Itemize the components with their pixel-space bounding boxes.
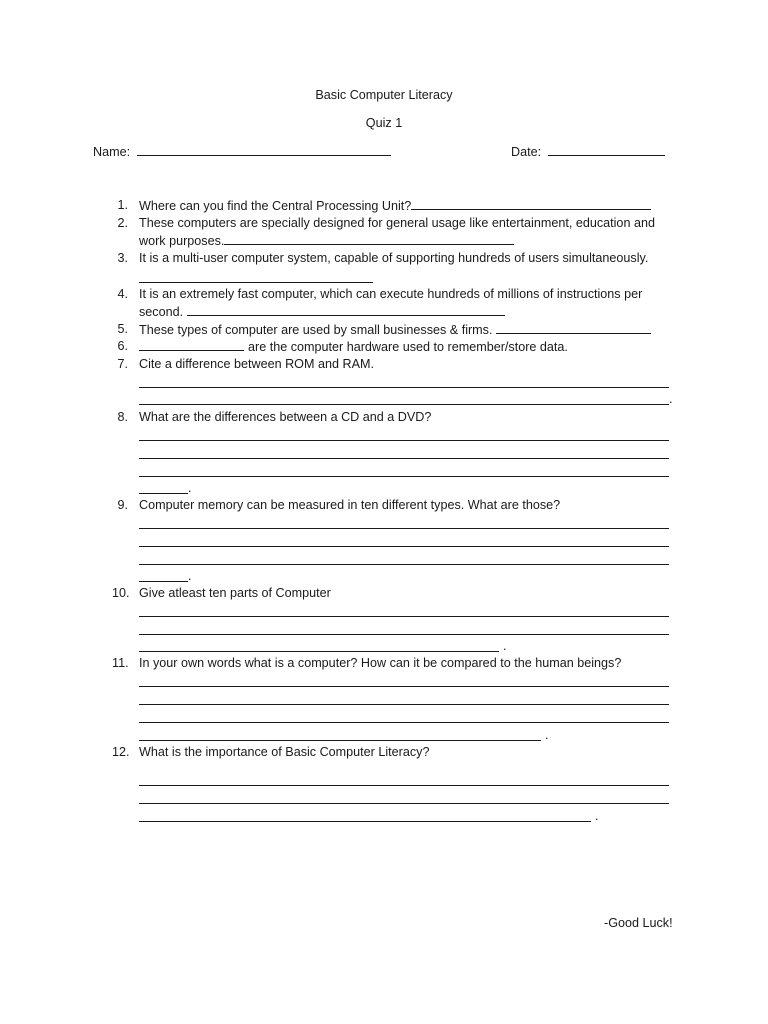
name-field[interactable] — [93, 144, 391, 160]
answer-line[interactable] — [139, 458, 669, 459]
question-8: What are the differences between a CD and a DVD? — [139, 410, 432, 424]
closing-note: -Good Luck! — [604, 916, 673, 930]
answer-blank[interactable] — [187, 304, 505, 316]
answer-line[interactable] — [139, 740, 541, 741]
answer-line[interactable] — [139, 803, 669, 804]
answer-line[interactable] — [139, 476, 669, 477]
question-text: work purposes. — [139, 234, 225, 248]
end-period: . — [669, 392, 673, 406]
question-number: 5. — [117, 322, 128, 336]
question-number: 4. — [117, 287, 128, 301]
question-10: Give atleast ten parts of Computer — [139, 586, 331, 600]
date-field[interactable] — [511, 144, 665, 160]
question-9: Computer memory can be measured in ten different types. What are those? — [139, 498, 561, 512]
question-number: 12. — [112, 745, 130, 759]
question-5 — [139, 322, 651, 338]
question-number: 6. — [117, 339, 128, 353]
question-number: 10. — [112, 586, 130, 600]
answer-line[interactable] — [139, 821, 591, 822]
answer-line[interactable] — [139, 387, 669, 388]
end-period: . — [595, 809, 599, 823]
question-number: 1. — [117, 198, 128, 212]
question-12: What is the importance of Basic Computer Literacy? — [139, 745, 430, 759]
date-label: Date: — [511, 145, 542, 159]
answer-line[interactable] — [139, 616, 669, 617]
quiz-subtitle: Quiz 1 — [365, 116, 403, 130]
answer-blank[interactable] — [224, 233, 514, 245]
answer-line[interactable] — [139, 722, 669, 723]
end-period: . — [188, 569, 192, 583]
answer-line[interactable] — [139, 493, 188, 494]
question-number: 9. — [117, 498, 128, 512]
name-blank[interactable] — [137, 144, 391, 156]
question-text: These types of computer are used by small businesses & firms. — [139, 323, 493, 337]
question-number: 11. — [112, 656, 129, 670]
question-3: It is a multi-user computer system, capable of supporting hundreds of users simultaneously. — [139, 251, 649, 265]
answer-line[interactable] — [139, 440, 669, 441]
question-number: 7. — [117, 357, 128, 371]
answer-blank[interactable] — [411, 198, 651, 210]
question-number: 2. — [117, 216, 128, 230]
quiz-title: Basic Computer Literacy — [315, 88, 453, 102]
question-text: Where can you find the Central Processing Unit? — [139, 199, 412, 213]
question-2: These computers are specially designed for general usage like entertainment, education and — [139, 216, 655, 230]
end-period: . — [503, 639, 507, 653]
answer-line[interactable] — [139, 564, 669, 565]
date-blank[interactable] — [548, 144, 665, 156]
answer-line[interactable] — [139, 282, 373, 283]
answer-line[interactable] — [139, 686, 669, 687]
question-1 — [139, 198, 651, 214]
answer-line[interactable] — [139, 704, 669, 705]
question-4: It is an extremely fast computer, which can execute hundreds of millions of instructions per — [139, 287, 643, 301]
name-label: Name: — [93, 145, 131, 159]
answer-line[interactable] — [139, 651, 499, 652]
question-number: 3. — [117, 251, 128, 265]
answer-blank[interactable] — [139, 339, 244, 351]
answer-blank[interactable] — [496, 322, 651, 334]
question-text: are the computer hardware used to remember/store data. — [248, 340, 568, 354]
question-6 — [139, 339, 568, 355]
end-period: . — [188, 481, 192, 495]
answer-line[interactable] — [139, 546, 669, 547]
answer-line[interactable] — [139, 581, 188, 582]
answer-line[interactable] — [139, 404, 669, 405]
question-text: second. — [139, 305, 184, 319]
question-11: In your own words what is a computer? How can it be compared to the human beings? — [139, 656, 622, 670]
answer-line[interactable] — [139, 634, 669, 635]
question-7: Cite a difference between ROM and RAM. — [139, 357, 374, 371]
question-4-cont — [139, 304, 505, 320]
answer-line[interactable] — [139, 528, 669, 529]
end-period: . — [545, 728, 549, 742]
question-number: 8. — [117, 410, 128, 424]
question-2-cont — [139, 233, 514, 249]
answer-line[interactable] — [139, 785, 669, 786]
